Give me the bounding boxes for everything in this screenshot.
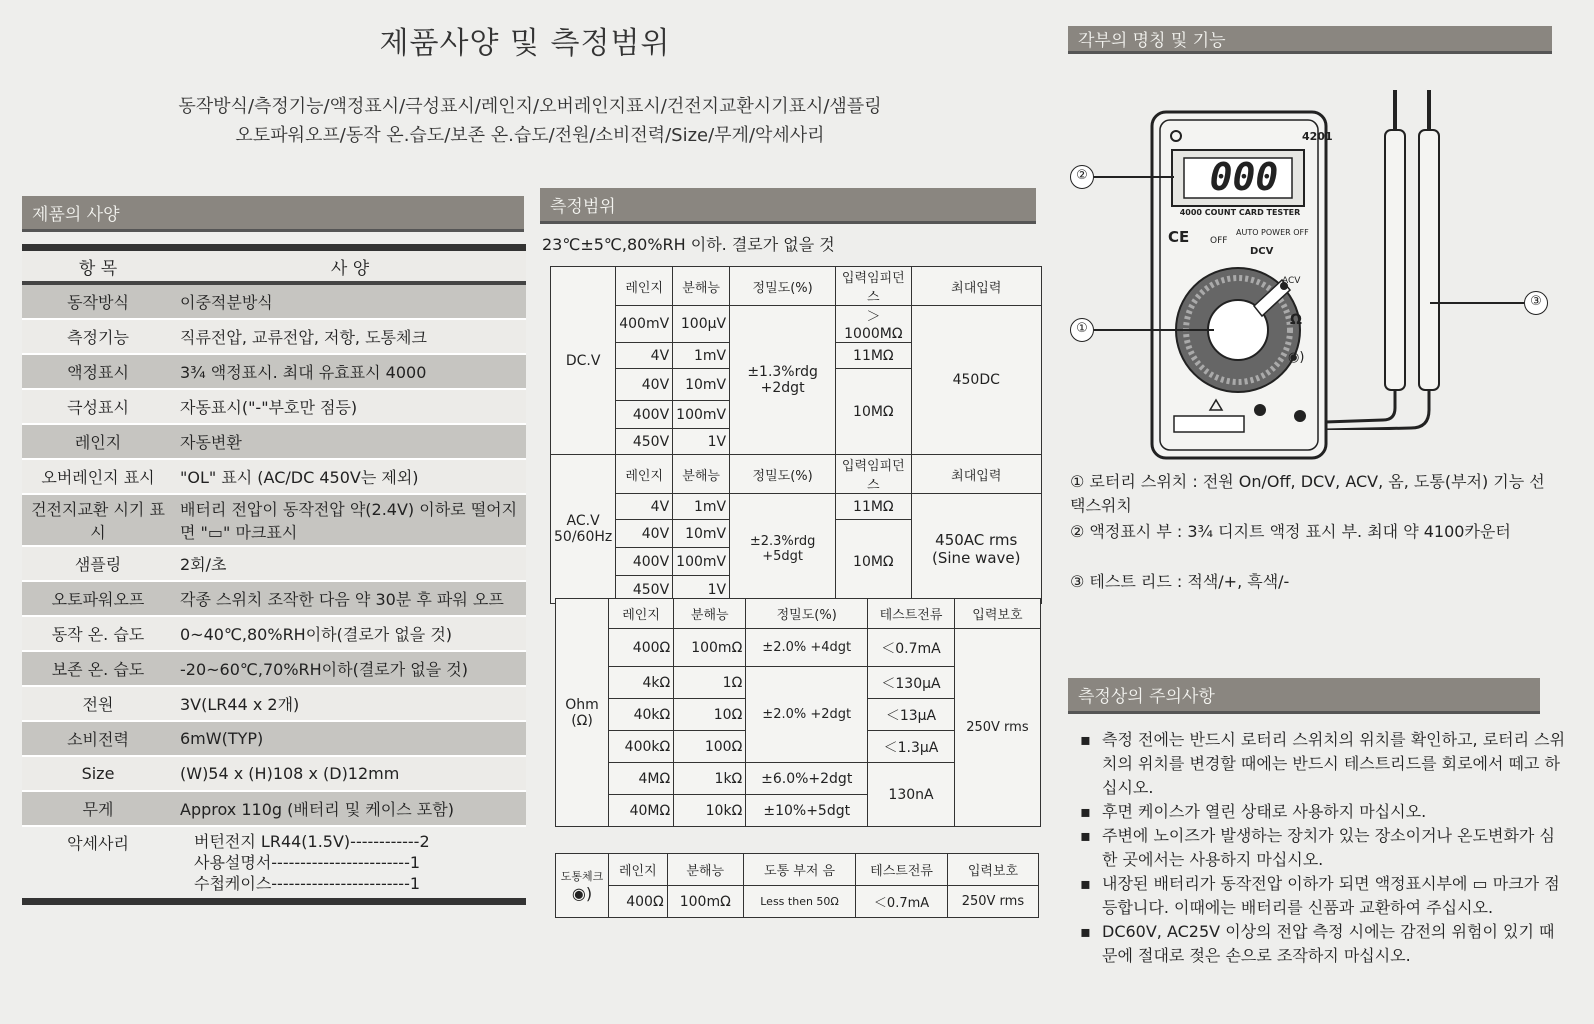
spec-row: [22, 546, 526, 581]
cell: ＜0.7mA: [856, 886, 948, 918]
spec-value: 직류전압, 교류전압, 저항, 도통체크: [174, 319, 526, 354]
continuity-table: [555, 853, 1039, 918]
spec-row: [22, 424, 526, 459]
note-item: ▪ 주변에 노이즈가 발생하는 장치가 있는 장소이거나 온도변화가 심한 곳에서는 사용하지 마십시오.: [1080, 824, 1568, 872]
spec-key: 보존 온. 습도: [22, 651, 174, 686]
cell: 40MΩ: [609, 795, 674, 827]
spec-key: 건전지교환 시기 표시: [22, 494, 174, 546]
acv-h-range: 레인지: [616, 455, 673, 494]
cell: ＜13μA: [868, 699, 955, 731]
callout-1: ①: [1070, 318, 1094, 342]
cell: ±2.0% +4dgt: [746, 629, 868, 667]
cell: 450V: [616, 576, 673, 604]
subtitle-line-1: 동작방식/측정기능/액정표시/극성표시/레인지/오버레인지표시/건전지교환시기표시/샘플링: [178, 96, 882, 117]
spec-table: [22, 251, 526, 827]
spec-value: -20~60℃,70%RH이하(결로가 없을 것): [174, 651, 526, 686]
cell: ＜130μA: [868, 667, 955, 699]
spec-value: 3V(LR44 x 2개): [174, 686, 526, 721]
notes-list: [1080, 728, 1568, 968]
ohm-label: Ohm (Ω): [556, 599, 609, 827]
spec-value: Approx 110g (배터리 및 케이스 포함): [174, 791, 526, 826]
dcv-h-range: 레인지: [616, 267, 673, 306]
cell: 100mV: [673, 401, 730, 429]
spec-row: [22, 686, 526, 721]
spec-key: 무게: [22, 791, 174, 826]
dcv-h-max: 최대입력: [911, 267, 1041, 306]
ohm-accuracy-2: ±2.0% +2dgt: [746, 667, 868, 763]
cell: 10mV: [673, 369, 730, 401]
ohm-range-table: [555, 598, 1041, 827]
lcd-readout: 000: [1209, 155, 1279, 199]
cont-h-range: 레인지: [609, 854, 668, 886]
dcv-h-acc: 정밀도(%): [730, 267, 836, 306]
cell: 100mΩ: [674, 629, 746, 667]
test-leads-svg: [1325, 90, 1465, 430]
dial-off-label: OFF: [1210, 236, 1228, 246]
ohm-current-2: 130nA: [868, 763, 955, 827]
range-header: 측정범위: [540, 188, 1036, 224]
cell: 1V: [673, 576, 730, 604]
parts-item-2: ② 액정표시 부 : 3¾ 디지트 액정 표시 부. 최대 약 4100카운터: [1070, 522, 1511, 541]
acv-max: 450AC rms (Sine wave): [911, 494, 1041, 604]
dcv-h-res: 분해능: [673, 267, 730, 306]
spec-acc-line: 사용설명서------------------------1: [194, 853, 421, 872]
cell: 10mV: [673, 520, 730, 548]
acv-label: AC.V 50/60Hz: [551, 455, 616, 604]
spec-key: Size: [22, 756, 174, 791]
cell: 450V: [616, 429, 673, 455]
note-item: ▪ DC60V, AC25V 이상의 전압 측정 시에는 감전의 위험이 있기 때문에 절대로 젖은 손으로 조작하지 마십시오.: [1080, 920, 1568, 968]
cell: 100μV: [673, 306, 730, 343]
cont-h-cur: 테스트전류: [856, 854, 948, 886]
spec-acc-line: 수첩케이스------------------------1: [194, 874, 421, 893]
spec-key: 동작방식: [22, 283, 174, 319]
spec-accessories: [22, 831, 526, 894]
device-caption: 4000 COUNT CARD TESTER: [1179, 208, 1301, 217]
parts-header: 각부의 명칭 및 기능: [1068, 26, 1552, 54]
cont-h-beep: 도통 부저 음: [743, 854, 855, 886]
spec-key: 액정표시: [22, 354, 174, 389]
spec-value: 0~40℃,80%RH이하(결로가 없을 것): [174, 616, 526, 651]
cell: ±10%+5dgt: [746, 795, 868, 827]
note-text: 후면 케이스가 열린 상태로 사용하지 마십시오.: [1102, 802, 1427, 821]
buzzer-icon: ◉): [571, 884, 593, 903]
spec-row: [22, 283, 526, 319]
voltage-range-table: [550, 266, 1042, 604]
ce-mark-icon: CE: [1168, 228, 1190, 246]
callout-2: ②: [1070, 165, 1094, 189]
spec-col-spec: 사 양: [174, 251, 526, 283]
spec-row: [22, 319, 526, 354]
cont-h-res: 분해능: [667, 854, 743, 886]
cell: 11MΩ: [836, 343, 911, 369]
spec-key: 샘플링: [22, 546, 174, 581]
cell: 100mV: [673, 548, 730, 576]
spec-value: (W)54 x (H)108 x (D)12mm: [174, 756, 526, 791]
parts-item-3: ③ 테스트 리드 : 적색/+, 흑색/-: [1070, 572, 1290, 591]
cell: 1mV: [673, 494, 730, 520]
ohm-h-range: 레인지: [609, 599, 674, 629]
cont-h-prot: 입력보호: [947, 854, 1038, 886]
page-title: 제품사양 및 측정범위: [379, 26, 671, 61]
cell: 400V: [616, 401, 673, 429]
dcv-accuracy: ±1.3%rdg +2dgt: [730, 306, 836, 455]
acv-impedance-1: 11MΩ: [836, 494, 911, 520]
note-text: 측정 전에는 반드시 로터리 스위치의 위치를 확인하고, 로터리 스위치의 위치를 변경할 때에는 반드시 테스트리드를 회로에서 떼고 하십시오.: [1102, 730, 1566, 797]
cell: 400Ω: [609, 629, 674, 667]
range-condition: 23℃±5℃,80%RH 이하. 결로가 없을 것: [542, 235, 835, 254]
acv-h-acc: 정밀도(%): [730, 455, 836, 494]
dial-acv-label: ACV: [1282, 276, 1301, 286]
spec-row: [22, 616, 526, 651]
model-number: 4201: [1302, 130, 1333, 143]
cell: 10Ω: [674, 699, 746, 731]
note-text: 주변에 노이즈가 발생하는 장치가 있는 장소이거나 온도변화가 심한 곳에서는 사용하지 마십시오.: [1102, 826, 1555, 869]
spec-key: 소비전력: [22, 721, 174, 756]
spec-key: 전원: [22, 686, 174, 721]
ohm-h-prot: 입력보호: [954, 599, 1040, 629]
spec-value: 자동변환: [174, 424, 526, 459]
subtitle-line-2: 오토파워오프/동작 온.습도/보존 온.습도/전원/소비전력/Size/무게/악세사리: [235, 125, 825, 146]
parts-item-1: ① 로터리 스위치 : 전원 On/Off, DCV, ACV, 옴, 도통(부저) 기능 선택스위치: [1070, 472, 1545, 515]
notes-header: 측정상의 주의사항: [1068, 678, 1540, 714]
spec-key: 동작 온. 습도: [22, 616, 174, 651]
spec-key: 극성표시: [22, 389, 174, 424]
cell: 40V: [616, 520, 673, 548]
acv-impedance-2: 10MΩ: [836, 520, 911, 604]
ohm-h-acc: 정밀도(%): [746, 599, 868, 629]
acv-accuracy: ±2.3%rdg +5dgt: [730, 494, 836, 604]
test-leads-illustration: [1325, 90, 1465, 430]
dial-ohm-label: Ω: [1290, 312, 1302, 328]
cell: 1Ω: [674, 667, 746, 699]
spec-row: [22, 354, 526, 389]
cell: 400V: [616, 548, 673, 576]
cell: ＜1.3μA: [868, 731, 955, 763]
acv-h-max: 최대입력: [911, 455, 1041, 494]
spec-row: [22, 459, 526, 494]
spec-value: 이중적분방식: [174, 283, 526, 319]
spec-value: 자동표시("-"부호만 점등): [174, 389, 526, 424]
cell: 1kΩ: [674, 763, 746, 795]
callout-line-3: [1430, 302, 1524, 304]
spec-key: 오버레인지 표시: [22, 459, 174, 494]
cell: 250V rms: [947, 886, 1038, 918]
dial-buzzer-icon: ◉): [1288, 350, 1305, 365]
dcv-max: 450DC: [911, 306, 1041, 455]
spec-value: 2회/초: [174, 546, 526, 581]
callout-line-1: [1094, 329, 1214, 331]
cell: 1V: [673, 429, 730, 455]
cell: 100mΩ: [667, 886, 743, 918]
spec-value: 각종 스위치 조작한 다음 약 30분 후 파워 오프: [174, 581, 526, 616]
cell: 4MΩ: [609, 763, 674, 795]
spec-top-rule: [22, 244, 526, 251]
cell: 40kΩ: [609, 699, 674, 731]
ohm-h-res: 분해능: [674, 599, 746, 629]
cell: 10kΩ: [674, 795, 746, 827]
dcv-impedance: 10MΩ: [836, 369, 911, 455]
spec-value: 6mW(TYP): [174, 721, 526, 756]
cell: 4kΩ: [609, 667, 674, 699]
spec-row: [22, 791, 526, 826]
spec-row: [22, 651, 526, 686]
ohm-protection: 250V rms: [954, 629, 1040, 827]
note-text: 내장된 배터리가 동작전압 이하가 되면 액정표시부에 ▭ 마크가 점등합니다. 이때에는 배터리를 신품과 교환하여 주십시오.: [1102, 874, 1560, 917]
spec-col-item: 항 목: [22, 251, 174, 283]
cell: 400mV: [616, 306, 673, 343]
callout-3: ③: [1524, 291, 1548, 315]
spec-value: "OL" 표시 (AC/DC 450V는 제외): [174, 459, 526, 494]
cell: 400kΩ: [609, 731, 674, 763]
spec-header-row: [22, 251, 526, 283]
dcv-label: DC.V: [551, 267, 616, 455]
cell: ＞1000MΩ: [836, 306, 911, 343]
acv-h-imp: 입력임피던스: [836, 455, 911, 494]
cell: Less then 50Ω: [743, 886, 855, 918]
acv-h-res: 분해능: [673, 455, 730, 494]
cell: ＜0.7mA: [868, 629, 955, 667]
dial-dcv-label: DCV: [1250, 246, 1274, 257]
note-item: ▪ 측정 전에는 반드시 로터리 스위치의 위치를 확인하고, 로터리 스위치의 위치를 변경할 때에는 반드시 테스트리드를 회로에서 떼고 하십시오.: [1080, 728, 1568, 800]
cell: 400Ω: [609, 886, 668, 918]
spec-row: [22, 389, 526, 424]
multimeter-illustration: [1150, 110, 1333, 460]
spec-key: 측정기능: [22, 319, 174, 354]
cell: 100Ω: [674, 731, 746, 763]
callout-line-2: [1094, 176, 1174, 178]
spec-key: 레인지: [22, 424, 174, 459]
note-item: ▪ 후면 케이스가 열린 상태로 사용하지 마십시오.: [1080, 800, 1568, 824]
spec-bottom-rule: [22, 898, 526, 905]
note-item: ▪ 내장된 배터리가 동작전압 이하가 되면 액정표시부에 ▭ 마크가 점등합니다. 이때에는 배터리를 신품과 교환하여 주십시오.: [1080, 872, 1568, 920]
spec-header: 제품의 사양: [22, 196, 524, 232]
spec-acc-label: 악세사리: [67, 834, 129, 853]
spec-row: [22, 581, 526, 616]
cell: 1mV: [673, 343, 730, 369]
continuity-label: 도통체크: [560, 870, 604, 883]
spec-row: [22, 494, 526, 546]
auto-power-off-label: AUTO POWER OFF: [1236, 228, 1309, 237]
ohm-h-cur: 테스트전류: [868, 599, 955, 629]
spec-value: 배터리 전압이 동작전압 약(2.4V) 이하로 떨어지면 "▭" 마크표시: [174, 494, 526, 546]
parts-description: [1070, 470, 1560, 594]
cell: 4V: [616, 343, 673, 369]
spec-value: 3¾ 액정표시. 최대 유효표시 4000: [174, 354, 526, 389]
spec-table-container: [22, 244, 526, 905]
continuity-label-cell: [556, 854, 609, 918]
note-text: DC60V, AC25V 이상의 전압 측정 시에는 감전의 위험이 있기 때문에 절대로 젖은 손으로 조작하지 마십시오.: [1102, 922, 1555, 965]
cell: 40V: [616, 369, 673, 401]
spec-acc-line: 버턴전지 LR44(1.5V)------------2: [194, 832, 430, 851]
cell: ±6.0%+2dgt: [746, 763, 868, 795]
dcv-h-imp: 입력임피던스: [836, 267, 911, 306]
spec-key: 오토파워오프: [22, 581, 174, 616]
spec-row: [22, 756, 526, 791]
cell: 4V: [616, 494, 673, 520]
spec-row: [22, 721, 526, 756]
